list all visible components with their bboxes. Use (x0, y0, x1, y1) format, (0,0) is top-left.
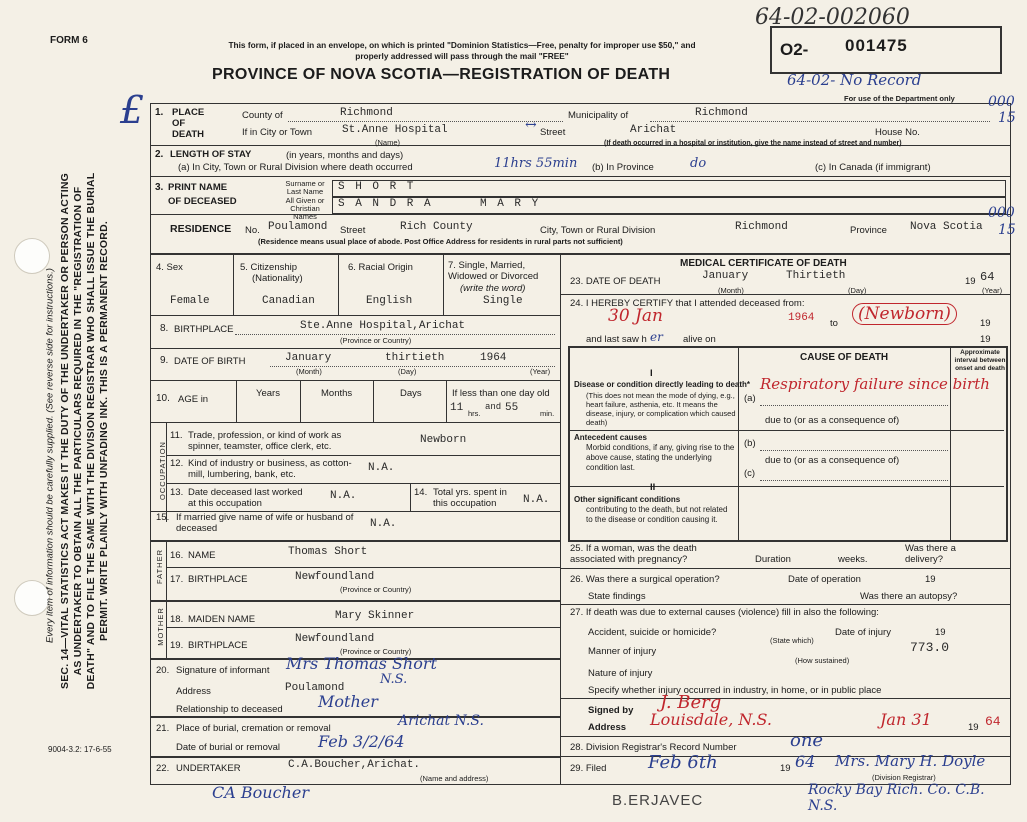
age-divider (373, 380, 374, 422)
item-number: 21. (156, 723, 170, 734)
rule (560, 568, 1010, 569)
age-divider (300, 380, 301, 422)
delivery-label: Was there a delivery? (905, 543, 956, 565)
hospital-note: (If death occurred in a hospital or institution, give the name instead of street and number) (604, 140, 902, 147)
burial-place-label: Place of burial, cremation or removal (176, 723, 331, 734)
record-number-label: 28. Division Registrar's Record Number (570, 742, 737, 753)
registrar-signature[interactable]: Mrs. Mary H. Doyle (835, 752, 986, 770)
age-divider (446, 380, 447, 422)
relationship-value[interactable]: Mother (318, 692, 378, 711)
undertaker-value[interactable]: C.A.Boucher,Arichat. (288, 759, 421, 771)
marital-status-sublabel: (write the word) (460, 283, 526, 294)
vital-statistics-act-text: SEC. 14—VITAL STATISTICS ACT MAKES IT THE DUTY OF THE UNDERTAKER OR PERSON ACTING AS UNDERTAKER TO OBTAIN ALL THE PARTICULARS REQUIRED IN THE "REGISTRATION OF DEATH" AND TO FILE THE SAME WITH THE DIVISION REGISTRAR WHO SHALL ISSUE THE BURIAL PERMIT. WRITE PLAINLY WITH UNFADING INK. THIS IS A PERMANENT RECORD. (59, 172, 110, 690)
mother-birthplace-sublabel: (Province or Country) (340, 647, 412, 656)
given-names-box[interactable] (332, 197, 1006, 214)
underline (760, 480, 948, 481)
mother-birthplace-label: BIRTHPLACE (188, 640, 248, 651)
burial-date-label: Date of burial or removal (176, 742, 281, 753)
registrar-address: Rocky Bay Rich. Co. C.B. N.S. (808, 782, 985, 814)
rule (166, 627, 560, 628)
place-of-death-label: DEATH (172, 129, 205, 140)
external-causes-label: 27. If death was due to external causes (violence) fill in also the following: (570, 607, 879, 618)
rule (166, 483, 560, 484)
informant-signature-label: Signature of informant (176, 665, 270, 676)
year-prefix: 19 (925, 574, 936, 585)
item-number: 22. (156, 763, 170, 774)
residence-label: RESIDENCE (170, 223, 232, 235)
rule (150, 315, 560, 316)
dob-month-label: (Month) (296, 367, 322, 376)
side-instructions (20, 150, 150, 690)
state-which-label: (State which) (770, 636, 814, 645)
death-month-label: (Month) (718, 286, 744, 295)
trade-value[interactable]: Newborn (420, 434, 467, 446)
surname-box[interactable] (332, 180, 1006, 197)
antecedent-sublabel: Morbid conditions, if any, giving rise to the above cause, stating the underlying condition last. (586, 443, 735, 472)
father-label: FATHER (155, 548, 165, 585)
column-divider (560, 253, 561, 785)
father-name-value[interactable]: Thomas Short (288, 546, 368, 558)
county-label: County of (242, 110, 283, 121)
death-year[interactable]: 64 (980, 270, 995, 284)
city-label: If in City or Town (242, 127, 313, 138)
filed-year: 64 (795, 752, 816, 771)
rule (150, 422, 560, 423)
death-month[interactable]: January (702, 270, 749, 282)
house-number-label: House No. (875, 127, 920, 138)
age-divider (236, 380, 237, 422)
dob-month[interactable]: January (285, 352, 332, 364)
signed-by-label: Signed by (588, 705, 634, 716)
hospital-value[interactable]: St.Anne Hospital (342, 124, 448, 136)
cause-code: 773.0 (910, 640, 950, 655)
year-prefix: 19 (980, 334, 991, 345)
informant-address-hand: N.S. (380, 672, 408, 687)
residence-street-value[interactable]: Poulamond (268, 221, 328, 233)
stay-city-label: (a) In City, Town or Rural Division where death occurred (178, 162, 413, 173)
supply-info-text: Every item of information should be carefully supplied. (See reverse side for instructions.) (44, 268, 56, 643)
rule (568, 486, 1004, 487)
item-number: 9. (160, 355, 169, 366)
age-years-label: Years (256, 388, 280, 399)
and-text: and (485, 402, 502, 412)
name-label: PRINT NAME (168, 182, 228, 193)
findings-label: State findings (588, 591, 646, 602)
age-hours-value[interactable]: 11 (450, 402, 464, 414)
item-number: 14. (414, 487, 428, 498)
surname-value: S H O R T (338, 181, 416, 193)
antecedent-label: Antecedent causes (574, 433, 647, 442)
duration-label: Duration (755, 554, 791, 565)
direct-cause-sublabel: (This does not mean the mode of dying, e.g., heart failure, asthenia, etc. It means the disease, injury, or complication which caused death) (586, 391, 736, 427)
part-one-label: I (650, 368, 653, 379)
margin-mark: 000 (988, 205, 1015, 221)
hrs-label: hrs. (468, 409, 481, 418)
item-number: 13. (170, 487, 184, 498)
item-number: 18. (170, 614, 184, 625)
injury-place-label: Specify whether injury occurred in industry, in home, or in public place (588, 685, 882, 696)
item-number: 10. (156, 393, 170, 404)
operation-date-label: Date of operation (788, 574, 861, 585)
medical-certificate-title: MEDICAL CERTIFICATE OF DEATH (680, 258, 847, 269)
dept-use-note: For use of the Department only (844, 94, 955, 103)
underline (235, 334, 555, 335)
sex-label: 4. Sex (156, 262, 183, 273)
header-notice: This form, if placed in an envelope, on which is printed "Dominion Statistics—Free, penalty for improper use $50," and properly addressed will pass through the mail "FREE" (228, 40, 696, 61)
parent-side-line (166, 540, 167, 658)
item-number: 16. (170, 550, 184, 561)
age-days-label: Days (400, 388, 422, 399)
rule (166, 455, 560, 456)
record-number-value[interactable]: one (790, 730, 824, 751)
mother-label: MOTHER (155, 607, 165, 646)
informant-address-label: Address (176, 686, 211, 697)
street-label: Street (540, 127, 566, 138)
citizenship-sublabel: (Nationality) (252, 273, 303, 284)
reg-hand-note: 64-02- No Record (787, 71, 922, 89)
citizenship-label: 5. Citizenship (240, 262, 298, 273)
sex-value[interactable]: Female (170, 295, 210, 307)
residence-province-label: Province (850, 225, 887, 236)
filed-date[interactable]: Feb 6th (648, 752, 718, 773)
cause-b-label: (b) (744, 438, 756, 449)
residence-county-value[interactable]: Rich County (400, 221, 473, 233)
reg-prefix: O2- (780, 40, 809, 59)
surgery-label: 26. Was there a surgical operation? (570, 574, 720, 585)
to-label: to (830, 318, 838, 329)
filed-label: 29. Filed (570, 763, 607, 774)
surname-label: Surname or Last Name (285, 179, 325, 196)
industry-label: Kind of industry or business, as cotton-mill, lumbering, bank, etc. (188, 458, 352, 480)
due-to-label: due to (or as a consequence of) (765, 415, 900, 426)
residence-city-value[interactable]: Richmond (735, 221, 788, 233)
rule (150, 253, 1010, 255)
trade-label: Trade, profession, or kind of work as spinner, teamster, office clerk, etc. (188, 430, 342, 452)
mother-maiden-name-value[interactable]: Mary Skinner (335, 610, 415, 622)
means-of-injury-label: Manner of injury (588, 646, 657, 657)
rule (560, 698, 1010, 699)
cause-divider (738, 346, 739, 540)
age-label: AGE in (178, 394, 209, 405)
item-number: 12. (170, 458, 184, 469)
other-conditions-label: Other significant conditions (574, 495, 681, 504)
due-to-label: due to (or as a consequence of) (765, 455, 900, 466)
row-divider (410, 483, 411, 511)
pregnancy-label: 25. If a woman, was the death associated with pregnancy? (570, 543, 697, 565)
undertaker-sublabel: (Name and address) (420, 774, 489, 783)
residence-note: (Residence means usual place of abode. Post Office Address for residents in rural parts not sufficient) (258, 237, 623, 246)
years-in-occupation-label: Total yrs. spent in this occupation (433, 487, 507, 509)
residence-city-label: City, Town or Rural Division (540, 225, 656, 236)
margin-mark: 000 (988, 94, 1015, 110)
dob-day-label: (Day) (398, 367, 417, 376)
citizenship-value[interactable]: Canadian (262, 295, 315, 307)
underline (760, 450, 948, 451)
form-id: FORM 6 (50, 35, 88, 46)
year-prefix: 19 (980, 318, 991, 329)
page-title: PROVINCE OF NOVA SCOTIA—REGISTRATION OF DEATH (212, 66, 671, 83)
rule (150, 540, 560, 542)
item-number: 2. (155, 149, 164, 160)
age-months-label: Months (321, 388, 353, 399)
racial-origin-value[interactable]: English (366, 295, 413, 307)
name-label: OF DECEASED (168, 196, 237, 207)
part-two-label: II (650, 482, 656, 493)
date-of-death-label: 23. DATE OF DEATH (570, 276, 661, 287)
direct-cause-label: Disease or condition directly leading to death* (574, 380, 751, 389)
item-number: 17. (170, 574, 184, 585)
death-day-label: (Day) (848, 286, 867, 295)
cause-a-value[interactable]: Respiratory failure since birth (760, 375, 990, 393)
birthplace-sublabel: (Province or Country) (340, 336, 412, 345)
frame-left-line (150, 103, 151, 785)
certify-label: 24. I HEREBY CERTIFY that I attended deceased from: (570, 298, 805, 309)
residence-no-label: No. (245, 225, 260, 236)
burial-date-value[interactable]: Feb 3/2/64 (318, 732, 405, 751)
less-than-day-label: If less than one day old (452, 388, 550, 399)
informant-address-value[interactable]: Poulamond (285, 682, 345, 694)
death-year-label: (Year) (982, 286, 1003, 295)
underline (760, 405, 948, 406)
mother-maiden-name-label: MAIDEN NAME (188, 614, 256, 625)
birthplace-label: BIRTHPLACE (174, 324, 234, 335)
weeks-label: weeks. (838, 554, 868, 565)
father-birthplace-value[interactable]: Newfoundland (295, 571, 375, 583)
last-saw-hand: er (650, 330, 663, 344)
stay-province-value[interactable]: do (690, 156, 707, 171)
physician-signature[interactable]: J. Berg (660, 692, 722, 713)
signed-year: 64 (985, 714, 1001, 729)
municipality-label: Municipality of (568, 110, 629, 121)
item-number: 19. (170, 640, 184, 651)
rule (166, 567, 560, 568)
physician-address[interactable]: Louisdale, N.S. (650, 710, 772, 729)
nature-of-injury-label: Nature of injury (588, 668, 653, 679)
spouse-label: If married give name of wife or husband of deceased (176, 512, 354, 534)
dob-day[interactable]: thirtieth (385, 352, 445, 364)
years-in-occupation-value[interactable]: N.A. (523, 494, 550, 506)
place-of-death-label: PLACE (172, 107, 205, 118)
min-label: min. (540, 409, 555, 418)
undertaker-signature: CA Boucher (212, 783, 309, 802)
father-name-label: NAME (188, 550, 216, 561)
length-of-stay-label: LENGTH OF STAY (170, 149, 252, 160)
stay-city-value[interactable]: 11hrs 55min (494, 156, 578, 171)
given-name-2: M A R Y (480, 198, 541, 210)
age-minutes-value[interactable]: 55 (505, 402, 519, 414)
death-year-prefix: 19 (965, 276, 976, 287)
year-prefix: 19 (780, 763, 791, 774)
last-worked-value[interactable]: N.A. (330, 490, 357, 502)
year-prefix: 19 (935, 627, 946, 638)
mother-birthplace-value[interactable]: Newfoundland (295, 633, 375, 645)
birthplace-value[interactable]: Ste.Anne Hospital,Arichat (300, 320, 466, 332)
length-of-stay-sublabel: (in years, months and days) (286, 150, 404, 161)
attended-from-year: 1964 (788, 312, 815, 324)
interval-label: Approximate interval between onset and death (954, 349, 1006, 372)
name-sublabel: (Name) (375, 138, 401, 147)
item-number: 1. (155, 107, 164, 118)
given-name-1: S A N D R A (338, 198, 433, 210)
clerk-stamp: B.ERJAVEC (612, 792, 704, 809)
registrar-label: (Division Registrar) (872, 773, 936, 782)
father-birthplace-sublabel: (Province or Country) (340, 585, 412, 594)
underline (650, 121, 990, 122)
marital-status-label: 7. Single, Married, Widowed or Divorced (448, 260, 539, 282)
industry-value[interactable]: N.A. (368, 462, 395, 474)
racial-origin-label: 6. Racial Origin (348, 262, 413, 273)
accident-label: Accident, suicide or homicide? (588, 627, 717, 638)
rule (150, 380, 560, 381)
arrow-mark: ↔ (525, 117, 537, 133)
marital-status-value[interactable]: Single (483, 295, 523, 307)
burial-place-value[interactable]: Arichat N.S. (398, 713, 484, 729)
county-value[interactable]: Richmond (340, 107, 393, 119)
form-code: 9004-3.2: 17-6-55 (48, 745, 112, 754)
alive-on-label: alive on (683, 334, 716, 345)
rule (150, 176, 1010, 177)
item-number: 11. (170, 430, 183, 441)
item-number: 3. (155, 182, 164, 193)
signed-date[interactable]: Jan 31 (880, 710, 932, 729)
item-number: 8. (160, 323, 169, 334)
place-of-death-label: OF (172, 118, 186, 129)
newborn-note: (Newborn) (852, 303, 957, 325)
death-day[interactable]: Thirtieth (786, 270, 846, 282)
relationship-label: Relationship to deceased (176, 704, 283, 715)
attended-from-value[interactable]: 30 Jan (608, 306, 663, 326)
rule (150, 600, 560, 602)
municipality-value[interactable]: Richmond (695, 107, 748, 119)
residence-province-value[interactable]: Nova Scotia (910, 221, 983, 233)
undertaker-label: UNDERTAKER (176, 763, 241, 774)
rule (560, 604, 1010, 605)
reg-number: 001475 (845, 36, 908, 55)
margin-mark: 15 (998, 110, 1016, 126)
cause-of-death-title: CAUSE OF DEATH (800, 352, 889, 363)
rule (560, 736, 1010, 737)
rule (150, 716, 560, 718)
margin-mark: £ (120, 88, 145, 132)
handwritten-file-number: 64-02-002060 (755, 5, 910, 30)
autopsy-label: Was there an autopsy? (860, 591, 958, 602)
father-birthplace-label: BIRTHPLACE (188, 574, 248, 585)
rule (568, 430, 1004, 431)
dob-year[interactable]: 1964 (480, 352, 507, 364)
cause-a-label: (a) (744, 393, 756, 404)
given-names-label: All Given or Christian Names (285, 196, 325, 221)
stay-province-label: (b) In Province (592, 162, 654, 173)
physician-address-label: Address (588, 722, 627, 733)
rule (150, 348, 560, 349)
dob-label: DATE OF BIRTH (174, 356, 246, 367)
row-divider (443, 253, 444, 315)
item-number: 20. (156, 665, 170, 676)
item-number: 15. (156, 512, 170, 523)
injury-date-label: Date of injury (835, 627, 891, 638)
row-divider (338, 253, 339, 315)
rule (150, 756, 560, 758)
margin-mark: 15 (998, 222, 1016, 238)
occupation-label: OCCUPATION (157, 441, 167, 500)
informant-signature[interactable]: Mrs Thomas Short (286, 654, 437, 673)
rule (560, 294, 1010, 295)
last-worked-label: Date deceased last worked at this occupation (188, 487, 303, 509)
rule (150, 214, 1010, 215)
spouse-value[interactable]: N.A. (370, 518, 397, 530)
dob-year-label: (Year) (530, 367, 551, 376)
cause-c-label: (c) (744, 468, 756, 479)
street-value[interactable]: Arichat (630, 124, 677, 136)
how-sustained-label: (How sustained) (795, 656, 850, 665)
stay-canada-label: (c) In Canada (if immigrant) (815, 162, 931, 173)
year-prefix: 19 (968, 722, 979, 733)
other-conditions-sublabel: contributing to the death, but not related to the disease or condition causing it. (586, 505, 728, 524)
underline (288, 121, 563, 122)
frame-top-line (150, 103, 1010, 104)
row-divider (233, 253, 234, 315)
residence-street-label: Street (340, 225, 366, 236)
last-saw-label: and last saw h (586, 334, 647, 345)
